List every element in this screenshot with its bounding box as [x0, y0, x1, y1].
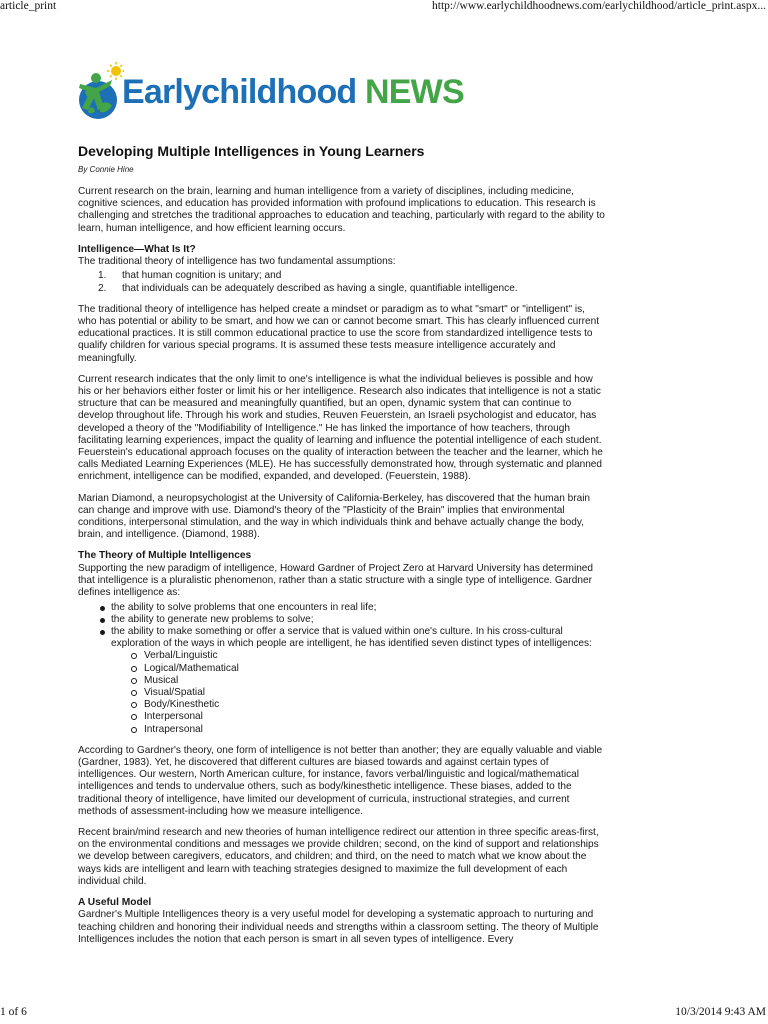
article-body: [78, 142, 606, 955]
paragraph: Gardner's Multiple Intelligences theory is a very useful model for developing a systematic approach to nurturing and teaching children and honoring their individual needs and strengths within a classroom setting. The theory of Multiple Intelligences includes the notion that each person is smart in all seven types of intelligence. Every: [78, 909, 599, 945]
list-item-text: that human cognition is unitary; and: [122, 270, 282, 282]
bullet-item: [78, 626, 606, 736]
print-timestamp: 10/3/2014 9:43 AM: [675, 1006, 766, 1018]
section-heading-multiple-intelligences: The Theory of Multiple Intelligences: [78, 550, 252, 562]
paragraph: Current research indicates that the only limit to one's intelligence is what the individual believes is possible and how his or her behaviors either foster or limit his or her intelligence. Research also indicates that intelligence is not a static structure that can be measured and meaningfully quantified, but an open, dynamic system that can continue to develop throughout life. Through his work and studies, Reuven Feuerstein, an Israeli psychologist and educator, has developed a theory of the "Modifiability of Intelligence." He has linked the importance of how teachers, through facilitating learning experiences, impact the quality of learning and influence the potential intelligence of each student. Feuerstein's educational approach focuses on the quality of interaction between the teacher and the learner, which he calls Mediated Learning Experiences (MLE). He has successfully demonstrated how, through systematic and planned enrichment, intelligence can be modified, expanded, and developed. (Feuerstein, 1988).: [78, 373, 603, 483]
section-lead: The traditional theory of intelligence has two fundamental assumptions:: [78, 256, 396, 268]
section-lead: Supporting the new paradigm of intelligence, Howard Gardner of Project Zero at Harvard University has determined that intelligence is a pluralistic phenomenon, rather than a static structure with a single type of intelligence. Gardner defines intelligence as:: [78, 562, 594, 599]
list-number: 1.: [98, 270, 107, 282]
article-byline: By Connie Hine: [78, 165, 134, 174]
assumptions-list: [78, 270, 606, 294]
list-item-text: that individuals can be adequately described as having a single, quantifiable intelligence.: [122, 282, 518, 294]
globe-child-icon: [76, 62, 124, 128]
article-title: Developing Multiple Intelligences in Young Learners: [78, 143, 425, 159]
print-header-url: http://www.earlychildhoodnews.com/earlychildhood/article_print.aspx...: [432, 0, 766, 12]
paragraph: Recent brain/mind research and new theories of human intelligence redirect our attention in three specific areas-first, on the environmental conditions and messages we provide children; second, on the kind of support and relationships we develop between caregivers, educators, and children; and third, on the need to match what we know about the ways kids are intelligent and learn with teaching strategies designed to maximize the full development of each individual child.: [78, 826, 599, 887]
paragraph: The traditional theory of intelligence has helped create a mindset or paradigm as to what "smart" or "intelligent" is, who has potential or ability to be smart, and how we can or cannot become smart. This has clearly influenced current educational practices. It is still common educational practice to use the score from standardized intelligence tests to qualify children for various special programs. It is assumed these tests measure intelligence accurately and meaningfully.: [78, 303, 600, 364]
sub-list-item: Intrapersonal: [111, 724, 606, 736]
bullet-item: the ability to generate new problems to solve;: [78, 614, 606, 626]
bullet-item: the ability to solve problems that one encounters in real life;: [78, 602, 606, 614]
logo-wordmark: [122, 72, 464, 112]
intro-paragraph: Current research on the brain, learning and human intelligence from a variety of disciplines, including medicine, cognitive sciences, and education has provided information with profound implications to education. This research is challenging and stretches the traditional approaches to education and teaching, particularly with regard to the ability to learn, human intelligence, and how efficient learning occurs.: [78, 186, 605, 234]
sub-list-item: Musical: [111, 675, 606, 687]
list-item: [78, 270, 606, 282]
paragraph: According to Gardner's theory, one form of intelligence is not better than another; they are equally valuable and viable (Gardner, 1983). Yet, he discovered that different cultures are biased towards and against certain types of intelligences. Our western, North American culture, for instance, favors verbal/linguistic and logical/mathematical intelligences and tends to undervalue others, such as body/kinesthetic intelligence. These biases, added to the traditional theory of intelligence, have limited our development of curricula, instructional strategies, and current methods of assessment-including how we measure intelligence.: [78, 744, 603, 817]
page-count: 1 of 6: [0, 1006, 27, 1018]
print-header: [0, 0, 768, 16]
bullet-item-text: the ability to make something or offer a service that is valued within one's culture. In his cross-cultural exploration of the ways in which people are intelligent, he has identified seven distinct types of intelligences:: [111, 625, 592, 650]
print-header-title: article_print: [0, 0, 57, 12]
print-footer: [0, 1006, 768, 1022]
sub-list-item: Logical/Mathematical: [111, 663, 606, 675]
sub-list-item: Interpersonal: [111, 711, 606, 723]
logo-text-earlychildhood: Earlychildhood: [122, 73, 357, 111]
intelligence-types-list: [111, 650, 606, 735]
section-heading-useful-model: A Useful Model: [78, 896, 152, 908]
sub-list-item: Verbal/Linguistic: [111, 650, 606, 662]
earlychildhood-news-logo[interactable]: [76, 62, 526, 128]
paragraph: Marian Diamond, a neuropsychologist at the University of California-Berkeley, has discovered that the human brain can change and improve with use. Diamond's theory of the "Plasticity of the Brain" implies that environmental conditions, interpersonal stimulation, and the way in which individuals think and behave actually change the body, brain, and intelligence. (Diamond, 1988).: [78, 492, 591, 541]
list-item: [78, 283, 606, 295]
definition-bullet-list: [78, 602, 606, 736]
sub-list-item: Body/Kinesthetic: [111, 699, 606, 711]
sub-list-item: Visual/Spatial: [111, 687, 606, 699]
logo-text-news: NEWS: [365, 73, 464, 111]
list-number: 2.: [98, 282, 107, 294]
section-heading-intelligence: Intelligence—What Is It?: [78, 243, 196, 255]
